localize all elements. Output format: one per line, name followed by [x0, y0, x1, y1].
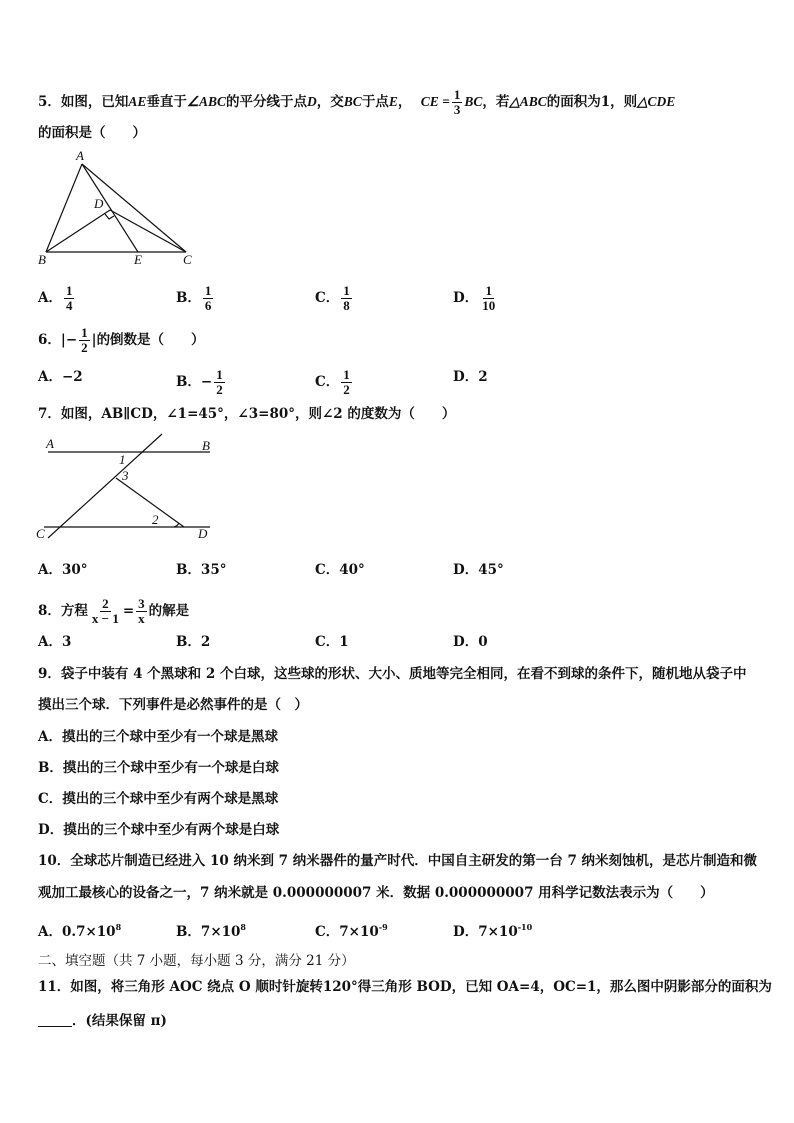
q10-option-a[interactable]: A．$0.7\times 10^8$: [38, 922, 122, 940]
svg-text:1: 1: [119, 452, 126, 467]
svg-text:A: A: [76, 148, 84, 163]
svg-text:C: C: [36, 526, 45, 541]
q7-option-c[interactable]: C．40°: [315, 562, 365, 578]
q6-option-d[interactable]: D．2: [453, 369, 488, 385]
q8-stem: 8．方程 $\frac{2}{x - 1}$ = $\frac{3}{x}$ 的解是: [38, 596, 190, 626]
q5-option-c[interactable]: C． $\frac{1}{8}$: [315, 283, 350, 313]
q6-option-c[interactable]: C． $\frac{1}{2}$: [315, 367, 350, 397]
svg-text:2: 2: [152, 512, 159, 527]
q7-option-d[interactable]: D．45°: [453, 562, 504, 578]
svg-text:3: 3: [122, 468, 129, 483]
q11-line2: ．(结果保留 π): [38, 1012, 167, 1030]
q9-line1: 9．袋子中装有 4 个黑球和 2 个白球，这些球的形状、大小、质地等完全相同，在看不到球的条件下，随机地从袋子中: [38, 666, 747, 682]
q9-option-a[interactable]: A．摸出的三个球中至少有一个球是黑球: [38, 729, 278, 745]
q10-option-b[interactable]: B．$7\times 10^8$: [176, 922, 246, 940]
q6-option-a[interactable]: A．−2: [38, 369, 83, 385]
q10-line1: 10．全球芯片制造已经进入 10 纳米到 7 纳米器件的量产时代．中国自主研发的第一台 7 纳米刻蚀机，是芯片制造和微: [38, 853, 758, 869]
q8-option-a[interactable]: A．3: [38, 634, 72, 650]
q9-option-c[interactable]: C．摸出的三个球中至少有两个球是黑球: [38, 791, 279, 807]
q10-option-d[interactable]: D．$7\times 10^{-10}$: [453, 922, 533, 940]
q7-option-a[interactable]: A．30°: [38, 562, 88, 578]
q6-stem: 6．|− $\frac{1}{2}$ |的倒数是（ ）: [38, 325, 205, 355]
q8-option-d[interactable]: D．0: [453, 634, 488, 650]
q10-line2: 观加工最核心的设备之一，7 纳米就是 0.000000007 米．数据 0.000000007 用科学记数法表示为（ ）: [38, 885, 714, 901]
q8-option-c[interactable]: C．1: [315, 634, 349, 650]
answer-blank[interactable]: [38, 1014, 72, 1027]
q5-option-b[interactable]: B． $\frac{1}{6}$: [176, 283, 212, 313]
q9-option-b[interactable]: B．摸出的三个球中至少有一个球是白球: [38, 760, 279, 776]
q5-option-d[interactable]: D． $\frac{1}{10}$: [453, 283, 496, 313]
q9-option-d[interactable]: D．摸出的三个球中至少有两个球是白球: [38, 822, 280, 838]
q8-option-b[interactable]: B．2: [176, 634, 211, 650]
section-heading: 二、填空题（共 7 小题，每小题 3 分，满分 21 分）: [38, 953, 355, 969]
q7-figure: [34, 432, 214, 544]
q7-option-b[interactable]: B．35°: [176, 562, 227, 578]
q9-line2: 摸出三个球．下列事件是必然事件的是（ ）: [38, 697, 308, 713]
q5-figure: [36, 148, 206, 270]
svg-text:B: B: [38, 252, 46, 267]
q6-option-b[interactable]: B．− $\frac{1}{2}$: [176, 367, 223, 397]
q5-option-a[interactable]: A． $\frac{1}{4}$: [38, 283, 73, 313]
fraction-one-third: $\frac{1}{3}$: [453, 87, 461, 117]
q5-line2: 的面积是（ ）: [38, 125, 146, 141]
q7-stem: 7．如图，AB∥CD，∠1=45°，∠3=80°，则∠2 的度数为（ ）: [38, 406, 456, 422]
svg-text:E: E: [134, 252, 142, 267]
svg-text:A: A: [46, 436, 54, 451]
svg-text:D: D: [198, 526, 208, 541]
q10-option-c[interactable]: C．$7\times 10^{-9}$: [315, 922, 388, 940]
svg-text:B: B: [202, 438, 210, 453]
q11-line1: 11．如图，将三角形 AOC 绕点 O 顺时针旋转120°得三角形 BOD，已知 OA=4，OC=1，那么图中阴影部分的面积为: [38, 979, 772, 995]
svg-text:D: D: [94, 196, 104, 211]
svg-text:C: C: [183, 252, 192, 267]
q5-line1: 5．如图，已知AE垂直于∠ABC的平分线于点D，交BC于点E， CE = $\frac{1}{3}$ BC，若△ABC的面积为1，则△CDE: [38, 87, 676, 117]
